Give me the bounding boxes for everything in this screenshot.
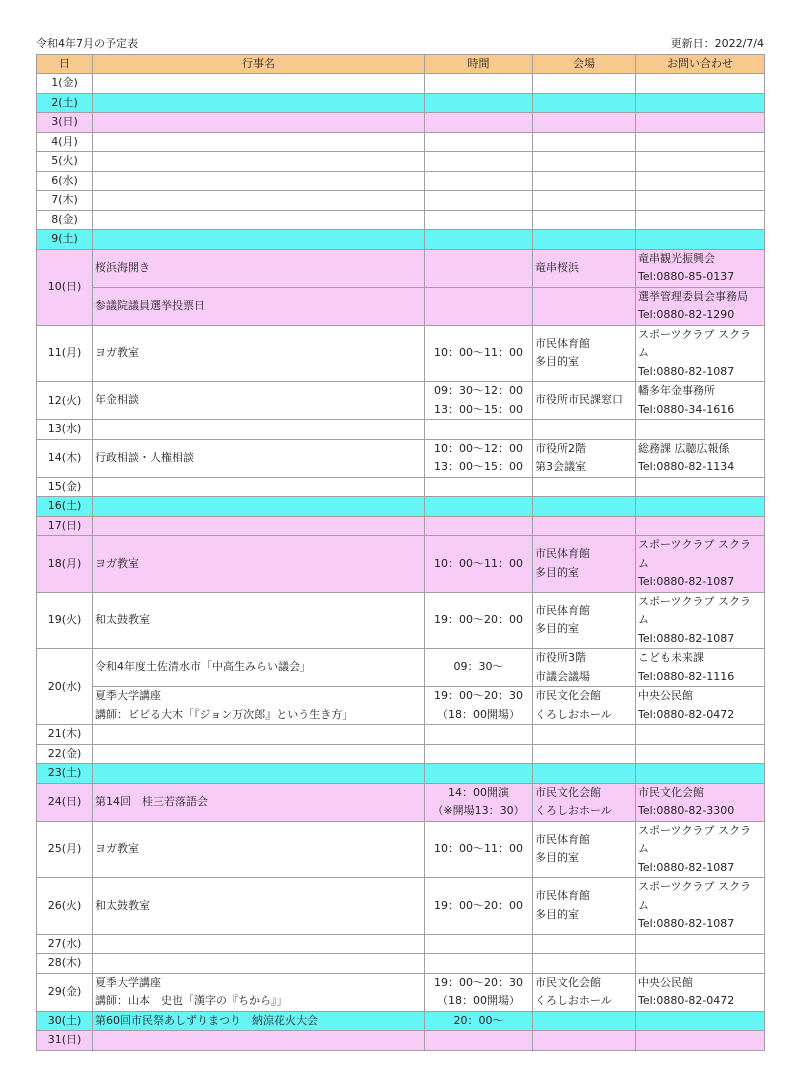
time-cell — [425, 649, 533, 687]
event-cell — [93, 744, 425, 764]
day-cell: 6(水) — [37, 171, 93, 191]
table-row — [37, 1031, 765, 1051]
event-cell — [93, 516, 425, 536]
time-cell — [425, 439, 533, 477]
contact-cell-line: 中央公民館 — [638, 689, 693, 702]
time-cell — [425, 725, 533, 745]
time-cell — [425, 93, 533, 113]
event-cell-line: ヨガ教室 — [95, 842, 139, 855]
event-cell — [93, 325, 425, 382]
venue-cell — [533, 973, 636, 1011]
time-cell-line: 09：30～12：00 — [434, 384, 523, 397]
contact-cell-line: Tel:0880-82-1087 — [638, 631, 735, 645]
contact-cell-line: Tel:0880-82-0472 — [638, 707, 735, 721]
time-cell — [425, 132, 533, 152]
time-cell — [425, 973, 533, 1011]
venue-cell — [533, 821, 636, 878]
table-row — [37, 783, 765, 821]
event-cell — [93, 592, 425, 649]
event-cell-line: 和太鼓教室 — [95, 898, 150, 912]
contact-cell — [636, 191, 765, 211]
venue-cell — [533, 210, 636, 230]
contact-cell-line: Tel:0880-82-1087 — [638, 917, 735, 930]
day-cell: 23(土) — [37, 764, 93, 784]
event-cell — [93, 536, 425, 593]
contact-cell — [636, 477, 765, 497]
table-row — [37, 132, 765, 152]
time-cell — [425, 249, 533, 287]
day-cell: 19(火) — [37, 592, 93, 649]
time-cell — [425, 516, 533, 536]
venue-cell — [533, 191, 636, 211]
time-cell — [425, 287, 533, 325]
day-cell: 13(水) — [37, 420, 93, 440]
time-cell — [425, 821, 533, 878]
event-cell — [93, 171, 425, 191]
contact-cell — [636, 973, 765, 1011]
day-cell: 11(月) — [37, 325, 93, 382]
event-cell — [93, 132, 425, 152]
time-cell — [425, 382, 533, 420]
day-cell: 16(土) — [37, 497, 93, 517]
table-row — [37, 171, 765, 191]
table-row — [37, 477, 765, 497]
day-cell: 12(火) — [37, 382, 93, 420]
event-cell-line: 参議院議員選挙投票日 — [95, 298, 205, 312]
venue-cell-line: くろしおホール — [535, 804, 612, 817]
contact-cell-line: 選挙管理委員会事務局 — [638, 289, 748, 303]
event-cell — [93, 783, 425, 821]
time-cell — [425, 230, 533, 250]
contact-cell-line: ム — [638, 346, 649, 359]
contact-cell-line: 幡多年金事務所 — [638, 384, 715, 397]
venue-cell-line: 竜串桜浜 — [535, 260, 579, 274]
time-cell — [425, 687, 533, 725]
table-row — [37, 821, 765, 878]
day-cell: 25(月) — [37, 821, 93, 878]
venue-cell-line: 市民文化会館 — [535, 975, 601, 989]
column-header-event: 行事名 — [93, 55, 425, 74]
contact-cell — [636, 325, 765, 382]
time-cell-line: 10：00～11：00 — [434, 842, 523, 855]
time-cell-line: 13：00～15：00 — [434, 460, 523, 473]
day-cell: 4(月) — [37, 132, 93, 152]
venue-cell — [533, 230, 636, 250]
table-row — [37, 497, 765, 517]
contact-cell-line: Tel:0880-82-0472 — [638, 994, 735, 1007]
day-cell: 20(水) — [37, 649, 93, 725]
day-cell: 22(金) — [37, 744, 93, 764]
event-cell-line: 講師：ビビる大木「『ジョン万次郎』という生き方」 — [95, 707, 354, 721]
schedule-table — [36, 54, 765, 1051]
contact-cell — [636, 1031, 765, 1051]
table-header-row — [37, 55, 765, 74]
contact-cell-line: Tel:0880-82-1290 — [638, 308, 735, 321]
venue-cell-line: 多目的室 — [535, 907, 579, 921]
time-cell — [425, 420, 533, 440]
venue-cell — [533, 497, 636, 517]
venue-cell-line: 市民体育館 — [535, 889, 590, 903]
contact-cell-line: Tel:0880-82-1116 — [638, 669, 735, 683]
event-cell — [93, 210, 425, 230]
time-cell-line: 13：00～15：00 — [434, 402, 523, 416]
table-row — [37, 516, 765, 536]
table-row — [37, 878, 765, 935]
venue-cell-line: 市民文化会館 — [535, 785, 601, 799]
contact-cell — [636, 878, 765, 935]
contact-cell-line: Tel:0880-34-1616 — [638, 402, 735, 416]
contact-cell — [636, 132, 765, 152]
contact-cell — [636, 1011, 765, 1031]
day-cell: 21(木) — [37, 725, 93, 745]
table-row — [37, 764, 765, 784]
time-cell — [425, 171, 533, 191]
event-cell-line: 講師：山本 史也「漢字の『ちから』」 — [95, 994, 288, 1007]
contact-cell-line: スポーツクラブ スクラ — [638, 880, 751, 893]
event-cell-line: 第14回 桂三若落語会 — [95, 794, 208, 808]
time-cell — [425, 152, 533, 172]
table-row — [37, 152, 765, 172]
contact-cell-line: スポーツクラブ スクラ — [638, 594, 751, 608]
day-cell: 26(火) — [37, 878, 93, 935]
table-row — [37, 210, 765, 230]
table-row — [37, 191, 765, 211]
time-cell-line: 14：00開演 — [448, 785, 509, 799]
table-row — [37, 592, 765, 649]
day-cell: 10(日) — [37, 249, 93, 325]
venue-cell-line: くろしおホール — [535, 994, 612, 1007]
contact-cell-line: スポーツクラブ スクラ — [638, 538, 751, 551]
venue-cell — [533, 592, 636, 649]
venue-cell-line: 市民文化会館 — [535, 689, 601, 702]
contact-cell-line: Tel:0880-82-1087 — [638, 575, 735, 588]
time-cell-line: 19：00～20：30 — [434, 975, 523, 989]
time-cell — [425, 497, 533, 517]
contact-cell-line: Tel:0880-85-0137 — [638, 270, 735, 283]
time-cell — [425, 783, 533, 821]
time-cell — [425, 74, 533, 94]
venue-cell-line: 市議会議場 — [535, 669, 590, 683]
day-cell: 17(日) — [37, 516, 93, 536]
contact-cell — [636, 420, 765, 440]
venue-cell-line: 多目的室 — [535, 355, 579, 369]
table-row — [37, 74, 765, 94]
venue-cell-line: 市民体育館 — [535, 832, 590, 846]
day-cell: 15(金) — [37, 477, 93, 497]
table-row — [37, 687, 765, 725]
event-cell-line: ヨガ教室 — [95, 346, 139, 359]
contact-cell-line: ム — [638, 842, 649, 855]
venue-cell-line: 多目的室 — [535, 622, 579, 636]
venue-cell — [533, 783, 636, 821]
time-cell-line: 10：00～11：00 — [434, 346, 523, 359]
venue-cell — [533, 477, 636, 497]
contact-cell — [636, 536, 765, 593]
event-cell — [93, 649, 425, 687]
contact-cell-line: Tel:0880-82-1087 — [638, 860, 735, 874]
contact-cell-line: ム — [638, 613, 649, 626]
table-row — [37, 230, 765, 250]
venue-cell — [533, 171, 636, 191]
contact-cell — [636, 764, 765, 784]
contact-cell — [636, 954, 765, 974]
event-cell — [93, 764, 425, 784]
page-header — [36, 36, 764, 52]
time-cell-line: 20：00～ — [453, 1013, 504, 1027]
event-cell-line: 和太鼓教室 — [95, 613, 150, 626]
time-cell — [425, 477, 533, 497]
day-cell: 29(金) — [37, 973, 93, 1011]
contact-cell — [636, 74, 765, 94]
venue-cell — [533, 1011, 636, 1031]
venue-cell — [533, 649, 636, 687]
contact-cell-line: スポーツクラブ スクラ — [638, 823, 751, 837]
column-header-time: 時間 — [425, 55, 533, 74]
venue-cell-line: 第3会議室 — [535, 460, 586, 473]
column-header-contact: お問い合わせ — [636, 55, 765, 74]
event-cell-line: 夏季大学講座 — [95, 975, 161, 989]
venue-cell — [533, 420, 636, 440]
venue-cell — [533, 382, 636, 420]
event-cell — [93, 439, 425, 477]
day-cell: 14(木) — [37, 439, 93, 477]
contact-cell-line: Tel:0880-82-1134 — [638, 460, 735, 473]
time-cell — [425, 764, 533, 784]
contact-cell — [636, 287, 765, 325]
time-cell — [425, 1031, 533, 1051]
schedule-body — [37, 74, 765, 1051]
venue-cell — [533, 516, 636, 536]
time-cell-line: 19：00～20：30 — [434, 689, 523, 702]
contact-cell — [636, 249, 765, 287]
venue-cell — [533, 287, 636, 325]
contact-cell-line: ム — [638, 898, 649, 912]
table-row — [37, 113, 765, 133]
venue-cell — [533, 152, 636, 172]
time-cell — [425, 210, 533, 230]
day-cell: 8(金) — [37, 210, 93, 230]
contact-cell-line: Tel:0880-82-3300 — [638, 804, 735, 817]
day-cell: 31(日) — [37, 1031, 93, 1051]
venue-cell-line: 市民体育館 — [535, 336, 590, 350]
event-cell-line: ヨガ教室 — [95, 556, 139, 570]
time-cell — [425, 954, 533, 974]
event-cell — [93, 113, 425, 133]
day-cell: 7(木) — [37, 191, 93, 211]
day-cell: 9(土) — [37, 230, 93, 250]
event-cell — [93, 1011, 425, 1031]
venue-cell — [533, 113, 636, 133]
time-cell — [425, 592, 533, 649]
event-cell — [93, 382, 425, 420]
venue-cell — [533, 249, 636, 287]
day-cell: 5(火) — [37, 152, 93, 172]
contact-cell — [636, 497, 765, 517]
time-cell — [425, 325, 533, 382]
table-row — [37, 93, 765, 113]
event-cell — [93, 230, 425, 250]
time-cell-line: 10：00～11：00 — [434, 556, 523, 570]
event-cell — [93, 74, 425, 94]
event-cell — [93, 1031, 425, 1051]
venue-cell — [533, 954, 636, 974]
venue-cell — [533, 74, 636, 94]
contact-cell-line: 総務課 広聴広報係 — [638, 441, 730, 455]
event-cell — [93, 249, 425, 287]
venue-cell — [533, 132, 636, 152]
venue-cell — [533, 93, 636, 113]
venue-cell-line: 市民体育館 — [535, 547, 590, 561]
contact-cell — [636, 687, 765, 725]
contact-cell — [636, 649, 765, 687]
table-row — [37, 934, 765, 954]
event-cell-line: 桜浜海開き — [95, 260, 150, 274]
column-header-venue: 会場 — [533, 55, 636, 74]
venue-cell — [533, 536, 636, 593]
table-row — [37, 649, 765, 687]
contact-cell — [636, 171, 765, 191]
event-cell — [93, 477, 425, 497]
column-header-day: 日 — [37, 55, 93, 74]
contact-cell-line: ム — [638, 556, 649, 570]
time-cell — [425, 536, 533, 593]
event-cell — [93, 725, 425, 745]
event-cell-line: 令和4年度土佐清水市「中高生みらい議会」 — [95, 660, 311, 674]
venue-cell — [533, 1031, 636, 1051]
contact-cell-line: 中央公民館 — [638, 975, 693, 989]
contact-cell — [636, 821, 765, 878]
time-cell-line: （18：00開場） — [437, 707, 520, 721]
event-cell — [93, 497, 425, 517]
contact-cell-line: こども未来課 — [638, 651, 704, 664]
contact-cell-line: 市民文化会館 — [638, 785, 704, 799]
table-row — [37, 973, 765, 1011]
contact-cell-line: スポーツクラブ スクラ — [638, 327, 751, 341]
time-cell-line: （※開場13：30） — [432, 804, 525, 817]
event-cell-line: 年金相談 — [95, 393, 139, 407]
updated-date: 更新日：2022/7/4 — [670, 37, 764, 50]
table-row — [37, 744, 765, 764]
table-row — [37, 725, 765, 745]
contact-cell — [636, 152, 765, 172]
venue-cell — [533, 878, 636, 935]
time-cell — [425, 113, 533, 133]
contact-cell — [636, 934, 765, 954]
venue-cell — [533, 934, 636, 954]
event-cell — [93, 934, 425, 954]
day-cell: 2(土) — [37, 93, 93, 113]
venue-cell — [533, 725, 636, 745]
event-cell — [93, 420, 425, 440]
day-cell: 30(土) — [37, 1011, 93, 1031]
table-row — [37, 954, 765, 974]
contact-cell — [636, 516, 765, 536]
contact-cell — [636, 93, 765, 113]
day-cell: 3(日) — [37, 113, 93, 133]
venue-cell-line: 市民体育館 — [535, 603, 590, 617]
time-cell-line: 19：00～20：00 — [434, 898, 523, 912]
venue-cell-line: 市役所市民課窓口 — [535, 393, 623, 407]
event-cell — [93, 954, 425, 974]
time-cell — [425, 744, 533, 764]
contact-cell — [636, 725, 765, 745]
venue-cell-line: 多目的室 — [535, 565, 579, 579]
event-cell-line: 第60回市民祭あしずりまつり 納涼花火大会 — [95, 1013, 318, 1027]
page-title: 令和4年7月の予定表 — [36, 37, 138, 50]
event-cell — [93, 152, 425, 172]
event-cell — [93, 687, 425, 725]
venue-cell-line: 多目的室 — [535, 851, 579, 865]
table-row — [37, 420, 765, 440]
table-row — [37, 249, 765, 287]
venue-cell — [533, 764, 636, 784]
time-cell-line: 09：30～ — [453, 660, 504, 674]
venue-cell-line: くろしおホール — [535, 707, 612, 721]
contact-cell — [636, 382, 765, 420]
venue-cell-line: 市役所3階 — [535, 651, 586, 664]
venue-cell-line: 市役所2階 — [535, 441, 586, 455]
venue-cell — [533, 744, 636, 764]
contact-cell — [636, 783, 765, 821]
time-cell-line: 10：00～12：00 — [434, 441, 523, 455]
time-cell-line: （18：00開場） — [437, 994, 520, 1007]
contact-cell — [636, 113, 765, 133]
time-cell — [425, 878, 533, 935]
table-row — [37, 536, 765, 593]
contact-cell — [636, 592, 765, 649]
venue-cell — [533, 325, 636, 382]
table-row — [37, 287, 765, 325]
event-cell — [93, 191, 425, 211]
day-cell: 27(水) — [37, 934, 93, 954]
table-row — [37, 382, 765, 420]
event-cell — [93, 287, 425, 325]
contact-cell-line: 竜串観光振興会 — [638, 251, 715, 265]
event-cell — [93, 973, 425, 1011]
event-cell-line: 夏季大学講座 — [95, 689, 161, 702]
event-cell — [93, 821, 425, 878]
contact-cell — [636, 744, 765, 764]
event-cell-line: 行政相談・人権相談 — [95, 450, 194, 464]
contact-cell-line: Tel:0880-82-1087 — [638, 364, 735, 378]
contact-cell — [636, 210, 765, 230]
day-cell: 1(金) — [37, 74, 93, 94]
contact-cell — [636, 230, 765, 250]
event-cell — [93, 878, 425, 935]
day-cell: 24(日) — [37, 783, 93, 821]
table-row — [37, 325, 765, 382]
venue-cell — [533, 439, 636, 477]
time-cell-line: 19：00～20：00 — [434, 613, 523, 626]
table-row — [37, 1011, 765, 1031]
day-cell: 18(月) — [37, 536, 93, 593]
time-cell — [425, 191, 533, 211]
table-row — [37, 439, 765, 477]
day-cell: 28(木) — [37, 954, 93, 974]
contact-cell — [636, 439, 765, 477]
time-cell — [425, 934, 533, 954]
venue-cell — [533, 687, 636, 725]
event-cell — [93, 93, 425, 113]
time-cell — [425, 1011, 533, 1031]
